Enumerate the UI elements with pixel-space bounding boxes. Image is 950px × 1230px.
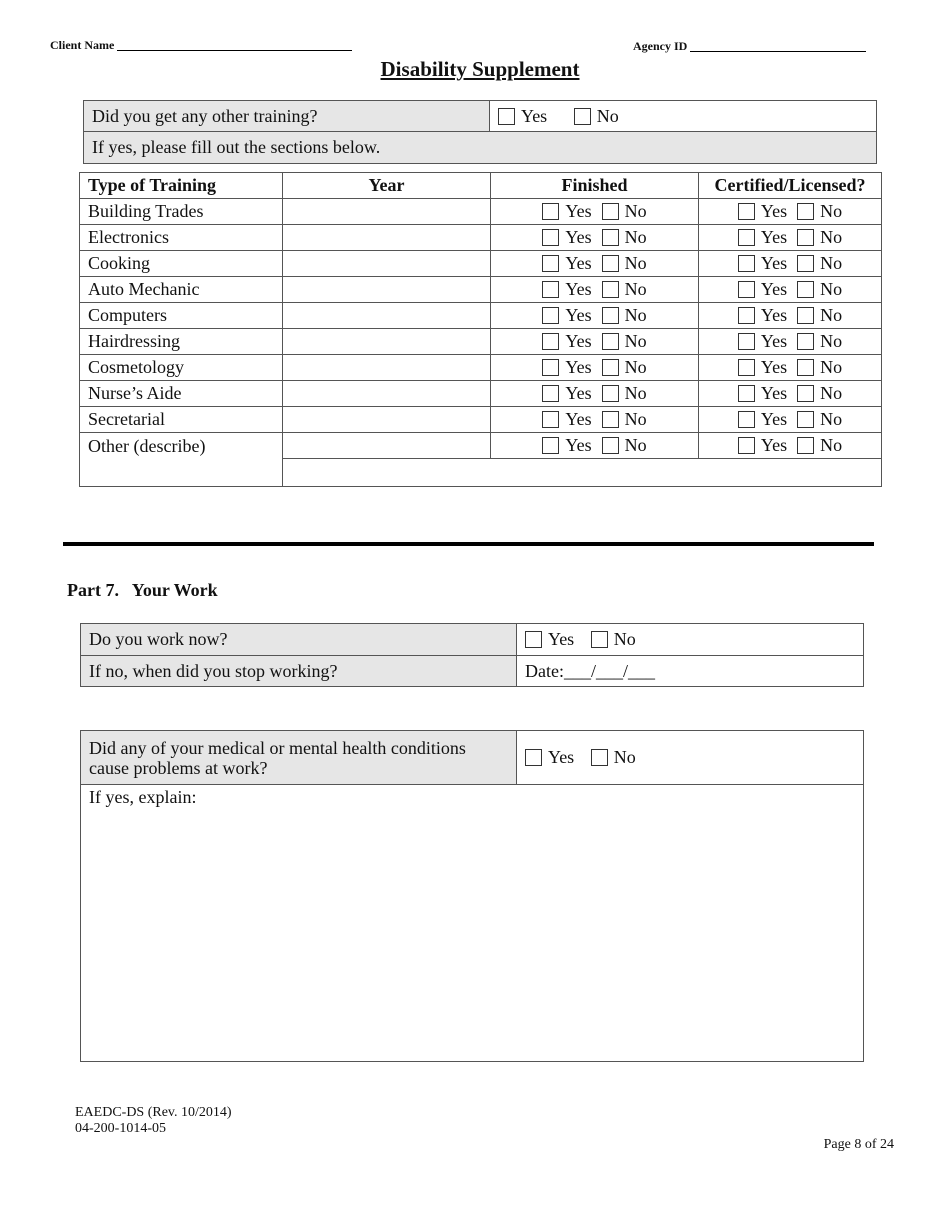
finished-yes-no: [491, 277, 699, 303]
certified-no-checkbox[interactable]: [797, 203, 814, 220]
form-number: 04-200-1014-05: [75, 1121, 166, 1136]
client-name-field[interactable]: [117, 38, 352, 51]
no-label: No: [820, 435, 843, 455]
training-question: Did you get any other training?: [84, 101, 490, 132]
certified-no-checkbox[interactable]: [797, 281, 814, 298]
no-label: No: [624, 305, 647, 325]
certified-no-checkbox[interactable]: [797, 255, 814, 272]
yes-label: Yes: [565, 357, 592, 377]
no-label: No: [820, 201, 843, 221]
certified-yes-checkbox[interactable]: [738, 307, 755, 324]
yes-label: Yes: [565, 435, 592, 455]
section-divider: [63, 542, 874, 546]
finished-yes-no: [491, 303, 699, 329]
table-row: [80, 277, 882, 303]
year-field[interactable]: [283, 199, 491, 225]
certified-yes-no: [699, 303, 882, 329]
finished-yes-checkbox[interactable]: [542, 307, 559, 324]
stop-date-field[interactable]: Date:___/___/___: [517, 656, 864, 687]
no-label: No: [820, 305, 843, 325]
training-type: Hairdressing: [80, 329, 283, 355]
training-type: Computers: [80, 303, 283, 329]
certified-yes-no: [699, 381, 882, 407]
yes-label: Yes: [565, 201, 592, 221]
finished-no-checkbox[interactable]: [602, 255, 619, 272]
no-label: No: [820, 227, 843, 247]
yes-label: Yes: [521, 105, 548, 126]
training-type: Cosmetology: [80, 355, 283, 381]
certified-yes-checkbox[interactable]: [738, 281, 755, 298]
finished-yes-no: [491, 251, 699, 277]
work-now-yes-no: [517, 624, 864, 656]
no-label: No: [624, 279, 647, 299]
certified-yes-no: [699, 199, 882, 225]
year-field[interactable]: [283, 303, 491, 329]
finished-no-checkbox[interactable]: [602, 333, 619, 350]
training-type: Building Trades: [80, 199, 283, 225]
finished-yes-no: [491, 355, 699, 381]
yes-label: Yes: [760, 409, 788, 429]
yes-label: Yes: [760, 201, 788, 221]
certified-no-checkbox[interactable]: [797, 385, 814, 402]
yes-label: Yes: [760, 357, 788, 377]
year-field[interactable]: [283, 277, 491, 303]
year-field[interactable]: [283, 433, 491, 459]
finished-yes-checkbox[interactable]: [542, 385, 559, 402]
certified-yes-no: [699, 329, 882, 355]
certified-no-checkbox[interactable]: [797, 307, 814, 324]
finished-no-checkbox[interactable]: [602, 411, 619, 428]
yes-label: Yes: [548, 629, 575, 649]
certified-yes-checkbox[interactable]: [738, 333, 755, 350]
certified-no-checkbox[interactable]: [797, 437, 814, 454]
certified-yes-checkbox[interactable]: [738, 203, 755, 220]
page-title: Disability Supplement: [380, 57, 580, 81]
no-label: No: [624, 357, 647, 377]
year-field[interactable]: [283, 225, 491, 251]
no-label: No: [624, 409, 647, 429]
certified-yes-no: [699, 433, 882, 459]
finished-yes-checkbox[interactable]: [542, 411, 559, 428]
no-label: No: [820, 279, 843, 299]
finished-no-checkbox[interactable]: [602, 229, 619, 246]
finished-yes-checkbox[interactable]: [542, 203, 559, 220]
yes-label: Yes: [565, 227, 592, 247]
form-code: EAEDC-DS (Rev. 10/2014): [75, 1105, 232, 1120]
col-header-type: Type of Training: [80, 173, 283, 199]
explain-label: If yes, explain:: [89, 787, 197, 807]
finished-yes-checkbox[interactable]: [542, 281, 559, 298]
table-row: [80, 225, 882, 251]
table-row: [80, 251, 882, 277]
no-label: No: [624, 435, 647, 455]
yes-label: Yes: [760, 331, 788, 351]
certified-yes-no: [699, 251, 882, 277]
training-type: Electronics: [80, 225, 283, 251]
work-table: [80, 623, 864, 687]
footer-codes: [75, 1105, 232, 1137]
finished-yes-checkbox[interactable]: [542, 229, 559, 246]
no-label: No: [624, 227, 647, 247]
no-label: No: [624, 253, 647, 273]
yes-label: Yes: [548, 747, 575, 767]
explain-area[interactable]: [81, 785, 864, 1062]
training-table: [79, 172, 882, 487]
finished-yes-no: [491, 199, 699, 225]
no-label: No: [613, 629, 636, 649]
conditions-no-checkbox[interactable]: [591, 749, 608, 766]
finished-yes-no: [491, 329, 699, 355]
client-name-label: Client Name: [50, 38, 115, 52]
no-label: No: [624, 201, 647, 221]
yes-label: Yes: [760, 279, 788, 299]
work-now-yes-checkbox[interactable]: [525, 631, 542, 648]
col-header-certified: Certified/Licensed?: [699, 173, 882, 199]
other-description-field[interactable]: [283, 459, 882, 487]
yes-label: Yes: [760, 305, 788, 325]
no-label: No: [613, 747, 636, 767]
certified-yes-no: [699, 225, 882, 251]
no-label: No: [624, 383, 647, 403]
finished-no-checkbox[interactable]: [602, 203, 619, 220]
work-now-question: Do you work now?: [81, 624, 517, 656]
certified-yes-checkbox[interactable]: [738, 359, 755, 376]
finished-yes-checkbox[interactable]: [542, 255, 559, 272]
certified-yes-no: [699, 407, 882, 433]
yes-label: Yes: [565, 409, 592, 429]
training-instruction: If yes, please fill out the sections below.: [84, 132, 877, 164]
finished-no-checkbox[interactable]: [602, 359, 619, 376]
certified-no-checkbox[interactable]: [797, 333, 814, 350]
table-row: [80, 433, 882, 459]
finished-no-checkbox[interactable]: [602, 385, 619, 402]
col-header-finished: Finished: [491, 173, 699, 199]
agency-id-label: Agency ID: [633, 39, 688, 53]
training-no-checkbox[interactable]: [574, 108, 591, 125]
no-label: No: [624, 331, 647, 351]
year-field[interactable]: [283, 355, 491, 381]
year-field[interactable]: [283, 407, 491, 433]
training-type: Nurse’s Aide: [80, 381, 283, 407]
no-label: No: [820, 357, 843, 377]
yes-label: Yes: [760, 435, 788, 455]
yes-label: Yes: [760, 383, 788, 403]
certified-yes-checkbox[interactable]: [738, 255, 755, 272]
certified-yes-checkbox[interactable]: [738, 385, 755, 402]
no-label: No: [820, 331, 843, 351]
year-field[interactable]: [283, 381, 491, 407]
col-header-year: Year: [283, 173, 491, 199]
conditions-table: [80, 730, 864, 1062]
finished-yes-no: [491, 433, 699, 459]
conditions-question: Did any of your medical or mental health conditions cause problems at work?: [81, 731, 517, 785]
yes-label: Yes: [565, 331, 592, 351]
training-type: Secretarial: [80, 407, 283, 433]
table-row: [80, 303, 882, 329]
conditions-yes-checkbox[interactable]: [525, 749, 542, 766]
finished-yes-no: [491, 225, 699, 251]
certified-no-checkbox[interactable]: [797, 229, 814, 246]
agency-id-field[interactable]: [690, 39, 866, 52]
finished-no-checkbox[interactable]: [602, 307, 619, 324]
table-row: [80, 355, 882, 381]
part7-heading: Part 7. Your Work: [67, 580, 218, 600]
yes-label: Yes: [565, 305, 592, 325]
finished-yes-checkbox[interactable]: [542, 437, 559, 454]
page-number: Page 8 of 24: [823, 1137, 894, 1152]
training-question-table: [83, 100, 877, 164]
no-label: No: [820, 383, 843, 403]
certified-yes-checkbox[interactable]: [738, 437, 755, 454]
no-label: No: [596, 105, 619, 126]
training-type: Other (describe): [80, 433, 283, 487]
training-type: Cooking: [80, 251, 283, 277]
yes-label: Yes: [565, 383, 592, 403]
yes-label: Yes: [565, 253, 592, 273]
training-yes-no: [490, 101, 877, 132]
finished-yes-no: [491, 407, 699, 433]
yes-label: Yes: [760, 227, 788, 247]
table-row: [80, 381, 882, 407]
certified-yes-checkbox[interactable]: [738, 229, 755, 246]
table-row: [80, 407, 882, 433]
year-field[interactable]: [283, 329, 491, 355]
conditions-yes-no: [517, 731, 864, 785]
finished-no-checkbox[interactable]: [602, 437, 619, 454]
certified-yes-no: [699, 277, 882, 303]
no-label: No: [820, 253, 843, 273]
table-row: [80, 329, 882, 355]
certified-yes-no: [699, 355, 882, 381]
yes-label: Yes: [760, 253, 788, 273]
training-type: Auto Mechanic: [80, 277, 283, 303]
work-now-no-checkbox[interactable]: [591, 631, 608, 648]
finished-yes-checkbox[interactable]: [542, 333, 559, 350]
finished-yes-no: [491, 381, 699, 407]
stop-working-question: If no, when did you stop working?: [81, 656, 517, 687]
year-field[interactable]: [283, 251, 491, 277]
certified-yes-checkbox[interactable]: [738, 411, 755, 428]
training-yes-checkbox[interactable]: [498, 108, 515, 125]
yes-label: Yes: [565, 279, 592, 299]
finished-yes-checkbox[interactable]: [542, 359, 559, 376]
table-row: [80, 199, 882, 225]
certified-no-checkbox[interactable]: [797, 359, 814, 376]
finished-no-checkbox[interactable]: [602, 281, 619, 298]
certified-no-checkbox[interactable]: [797, 411, 814, 428]
no-label: No: [820, 409, 843, 429]
